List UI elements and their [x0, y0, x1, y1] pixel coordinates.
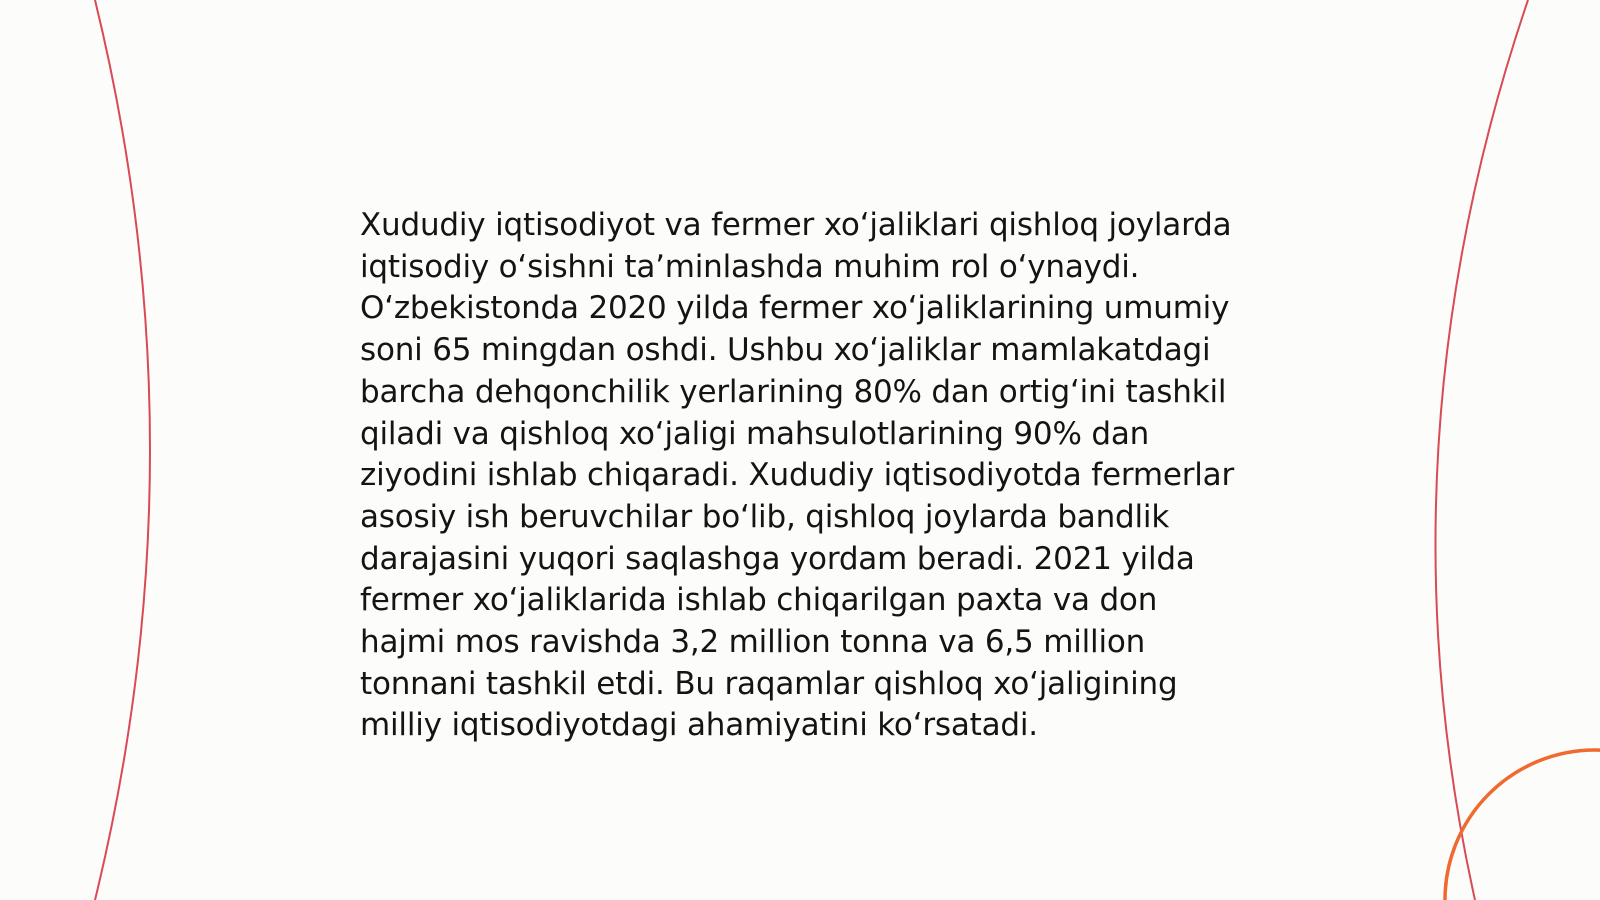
left-arc: [95, 0, 150, 900]
right-arc: [1435, 0, 1528, 900]
orange-circle: [1445, 750, 1600, 900]
body-paragraph: Xududiy iqtisodiyot va fermer xo‘jaliklari qishloq joylarda iqtisodiy o‘sishni ta’minlashda muhim rol o‘ynaydi. O‘zbekistonda 2020 yilda fermer xo‘jaliklarining umumiy soni 65 mingdan oshdi. Ushbu xo‘jaliklar mamlakatdagi barcha dehqonchilik yerlarining 80% dan ortig‘ini tashkil qiladi va qishloq xo‘jaligi mahsulotlarining 90% dan ziyodini ishlab chiqaradi. Xududiy iqtisodiyotda fermerlar asosiy ish beruvchilar bo‘lib, qishloq joylarda bandlik darajasini yuqori saqlashga yordam beradi. 2021 yilda fermer xo‘jaliklarida ishlab chiqarilgan paxta va don hajmi mos ravishda 3,2 million tonna va 6,5 million tonnani tashkil etdi. Bu raqamlar qishloq xo‘jaligining milliy iqtisodiyotdagi ahamiyatini ko‘rsatadi.: [360, 207, 1234, 744]
